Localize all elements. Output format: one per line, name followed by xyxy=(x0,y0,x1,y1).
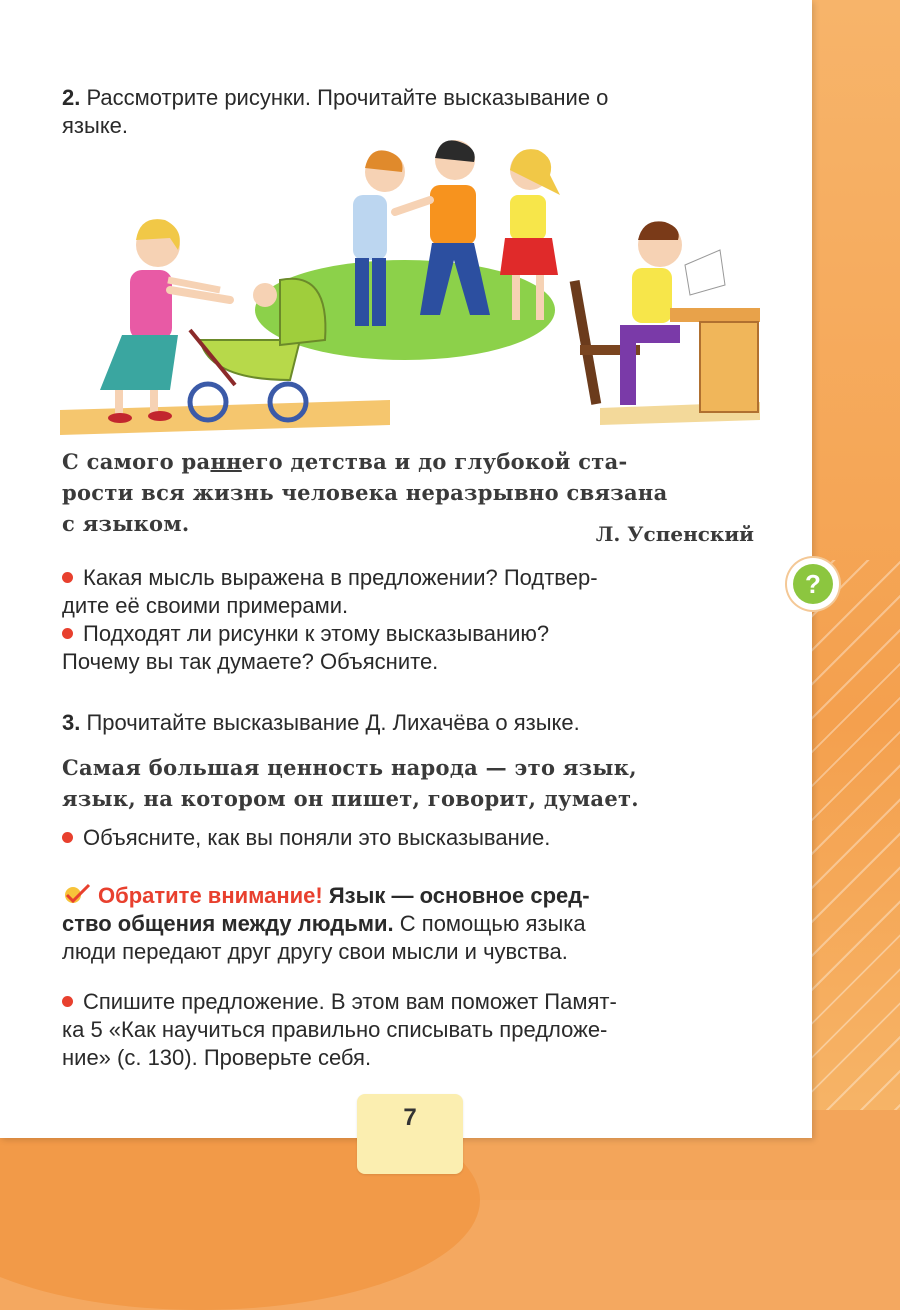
page-number-tab xyxy=(357,1094,463,1174)
question-item: Объясните, как вы поняли это высказывание. xyxy=(62,824,754,852)
task-number: 2. xyxy=(62,85,81,110)
attention-note: Обратите внимание! Язык — основное сред- ство общения между людьми. С помощью языка люди передают друг другу свои мысли и чувства. xyxy=(62,883,590,964)
quote-uspensky: С самого раннего детства и до глубокой ста- рости вся жизнь человека неразрывно связана с языком. xyxy=(62,449,668,536)
bullet-icon xyxy=(62,832,73,843)
question-badge-icon: ? xyxy=(787,558,839,610)
checkmark-icon xyxy=(62,882,92,906)
question-item-copy: Спишите предложение. В этом вам поможет Памят- ка 5 «Как научиться правильно списывать предложе- ние» (с. 130). Проверьте себя. xyxy=(62,989,617,1070)
illustration-people-speaking xyxy=(60,140,760,440)
question-item: Какая мысль выражена в предложении? Подтвер- дите её своими примерами. xyxy=(62,565,598,618)
bullet-icon xyxy=(62,628,73,639)
boy-reading-at-desk xyxy=(570,221,760,412)
quote-author: Л. Успенский xyxy=(595,522,754,546)
bullet-icon xyxy=(62,996,73,1007)
bullet-icon xyxy=(62,572,73,583)
task-number: 3. xyxy=(62,710,81,735)
task-2-instruction: 2. Рассмотрите рисунки. Прочитайте высказывание о языке. xyxy=(62,85,609,138)
mother-figure xyxy=(100,219,230,423)
page-number: 7 xyxy=(403,1104,417,1131)
quote-likhachev: Самая большая ценность народа — это язык, язык, на котором он пишет, говорит, думает. xyxy=(62,755,639,811)
question-list-1 xyxy=(62,564,754,676)
task-3-instruction: 3. Прочитайте высказывание Д. Лихачёва о языке. xyxy=(62,710,580,735)
question-item: Подходят ли рисунки к этому высказыванию? Почему вы так думаете? Объясните. xyxy=(62,621,550,674)
